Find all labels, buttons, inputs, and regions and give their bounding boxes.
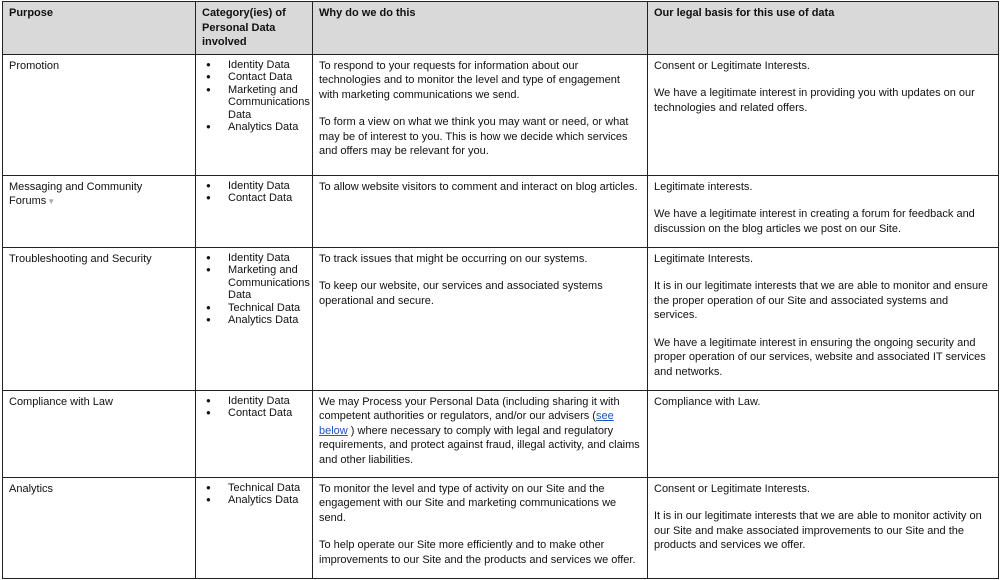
purpose-cell: Troubleshooting and Security <box>3 247 196 390</box>
header-legal-basis: Our legal basis for this use of data <box>648 2 999 55</box>
list-item: ● Contact Data <box>222 71 306 84</box>
category-list <box>202 395 306 420</box>
why-cell <box>313 54 648 175</box>
legal-basis-cell <box>648 54 999 175</box>
list-item: ● Contact Data <box>222 407 306 420</box>
legal-paragraph: We have a legitimate interest in providing you with updates on our technologies and related offers. <box>654 87 975 114</box>
table-row <box>3 54 999 175</box>
why-cell <box>313 175 648 247</box>
why-paragraph: To respond to your requests for information about our technologies and to monitor the level and type of engagement with marketing communications we send. <box>319 59 620 101</box>
why-text-before: We may Process your Personal Data (including sharing it with competent authorities or regulators, and/or our advisers ( <box>319 395 620 422</box>
header-row <box>3 2 999 55</box>
categories-cell <box>196 175 313 247</box>
data-use-table <box>2 1 999 579</box>
list-item: ● Marketing and Communications Data <box>222 264 306 302</box>
categories-cell <box>196 390 313 477</box>
legal-paragraph: Legitimate Interests. <box>654 252 754 265</box>
list-item: ● Technical Data <box>222 482 306 495</box>
purpose-cell: Analytics <box>3 477 196 578</box>
categories-cell <box>196 54 313 175</box>
table-row <box>3 247 999 390</box>
legal-paragraph: It is in our legitimate interests that we are able to monitor activity on our Site and make associated improvements to our Site and the products and services we offer. <box>654 510 982 551</box>
legal-paragraph: Compliance with Law. <box>654 395 761 408</box>
purpose-label: Messaging and Community Forums <box>9 180 143 207</box>
why-paragraph: To keep our website, our services and associated systems operational and secure. <box>319 280 603 307</box>
why-cell <box>313 247 648 390</box>
why-text-after: ) where necessary to comply with legal and regulatory requirements, and protect against fraud, illegal activity, and claims and other liabilities. <box>319 424 640 466</box>
list-item: ● Analytics Data <box>222 121 306 134</box>
why-cell <box>313 390 648 477</box>
why-paragraph: To track issues that might be occurring on our systems. <box>319 252 588 265</box>
purpose-cell <box>3 175 196 247</box>
header-why: Why do we do this <box>313 2 648 55</box>
why-paragraph: To monitor the level and type of activity on our Site and the engagement with our Site and marketing communications we send. <box>319 482 617 524</box>
list-item: ● Identity Data <box>222 252 306 265</box>
list-item: ● Identity Data <box>222 59 306 72</box>
header-categories: Category(ies) of Personal Data involved <box>196 2 313 55</box>
category-list <box>202 482 306 507</box>
category-list <box>202 58 310 134</box>
list-item: ● Contact Data <box>222 192 306 205</box>
why-paragraph <box>319 395 641 468</box>
list-item: ● Identity Data <box>222 395 306 408</box>
legal-basis-cell <box>648 175 999 247</box>
table-row <box>3 477 999 578</box>
list-item: ● Analytics Data <box>222 314 306 327</box>
categories-cell <box>196 477 313 578</box>
legal-paragraph: Consent or Legitimate Interests. <box>654 482 810 495</box>
purpose-cell: Compliance with Law <box>3 390 196 477</box>
legal-paragraph: It is in our legitimate interests that we are able to monitor and ensure the proper operation of our Site and associated systems and services. <box>654 280 988 321</box>
comment-marker-icon: ▼ <box>47 197 56 206</box>
table-row <box>3 175 999 247</box>
categories-cell <box>196 247 313 390</box>
legal-paragraph: We have a legitimate interest in creating a forum for feedback and discussion on the blog articles we post on our Site. <box>654 208 975 235</box>
why-paragraph: To help operate our Site more efficiently and to make other improvements to our Site and the products and services we offer. <box>319 539 636 566</box>
why-paragraph: To allow website visitors to comment and interact on blog articles. <box>319 180 638 193</box>
see-below-link[interactable]: see below <box>319 410 614 437</box>
header-purpose: Purpose <box>3 2 196 55</box>
table-row <box>3 390 999 477</box>
list-item: ● Identity Data <box>222 180 306 193</box>
legal-basis-cell <box>648 477 999 578</box>
legal-paragraph: Legitimate interests. <box>654 180 753 193</box>
legal-paragraph: Consent or Legitimate Interests. <box>654 59 810 72</box>
list-item: ● Marketing and Communications Data <box>222 84 306 122</box>
category-list <box>202 180 306 205</box>
list-item: ● Technical Data <box>222 302 306 315</box>
why-paragraph: To form a view on what we think you may want or need, or what may be of interest to you. This is how we decide which services and offers may be relevant for you. <box>319 116 629 157</box>
legal-basis-cell <box>648 247 999 390</box>
why-cell <box>313 477 648 578</box>
list-item: ● Analytics Data <box>222 494 306 507</box>
legal-basis-cell <box>648 390 999 477</box>
purpose-cell: Promotion <box>3 54 196 175</box>
category-list <box>202 251 310 327</box>
legal-paragraph: We have a legitimate interest in ensuring the ongoing security and proper operation of our services, website and associated IT services and networks. <box>654 336 986 378</box>
